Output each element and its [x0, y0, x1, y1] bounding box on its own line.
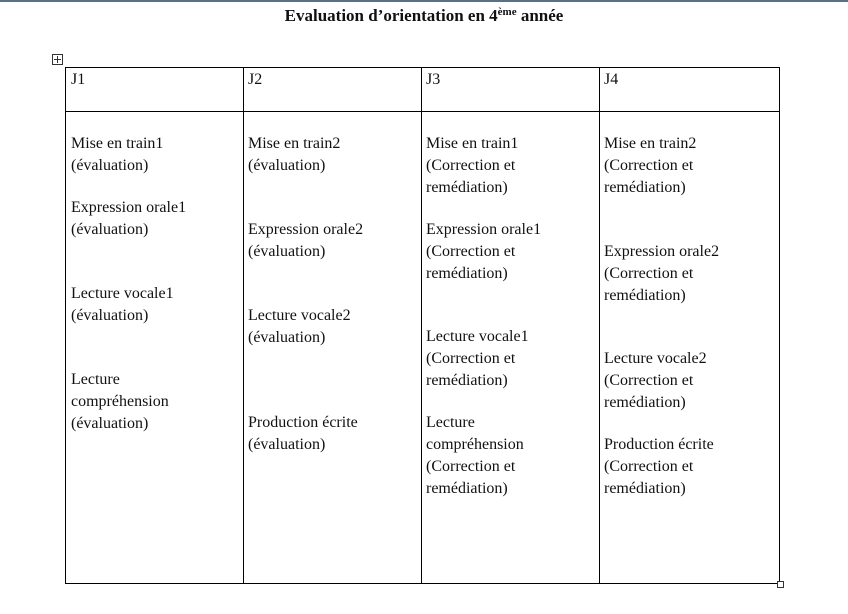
entry-line: compréhension: [426, 436, 524, 453]
entry-line: (Correction et: [426, 458, 516, 475]
header-cell-j4[interactable]: [599, 68, 780, 112]
activity-entry: [71, 283, 239, 327]
header-cell-j3[interactable]: [421, 68, 600, 112]
entry-line: Expression orale1: [426, 221, 542, 238]
entry-line: remédiation): [426, 179, 508, 196]
entry-line: Expression orale2: [248, 221, 364, 238]
header-label: J4: [604, 71, 619, 88]
entry-line: Expression orale1: [71, 199, 187, 216]
entry-line: Lecture vocale2: [604, 350, 707, 367]
entry-line: Production écrite: [248, 414, 358, 431]
header-cell-j1[interactable]: [66, 68, 244, 112]
activity-entry: [604, 133, 772, 199]
title-end-text: année: [516, 6, 564, 25]
activity-entry: [426, 219, 594, 285]
table-resize-handle[interactable]: [777, 581, 784, 588]
entry-line: (évaluation): [248, 329, 326, 346]
entry-line: Lecture vocale1: [71, 285, 174, 302]
entry-line: (évaluation): [71, 415, 149, 432]
entry-line: (Correction et: [604, 458, 694, 475]
activity-entry: [71, 197, 239, 241]
body-cell-j2[interactable]: [243, 111, 422, 584]
body-cell-j1[interactable]: [66, 111, 244, 584]
entry-line: (Correction et: [604, 157, 694, 174]
table-move-handle-icon[interactable]: [52, 54, 63, 65]
entry-line: (évaluation): [71, 221, 149, 238]
entry-line: (Correction et: [426, 157, 516, 174]
entry-line: Mise en train1: [71, 135, 164, 152]
activity-entry: [248, 305, 416, 349]
header-label: J2: [248, 71, 263, 88]
entry-line: Mise en train2: [604, 135, 697, 152]
entry-line: Mise en train2: [248, 135, 341, 152]
page-top-border: [0, 0, 848, 2]
activity-entry: [248, 412, 416, 456]
entry-line: (Correction et: [604, 372, 694, 389]
entry-line: remédiation): [604, 179, 686, 196]
activity-entry: [71, 369, 239, 435]
entry-line: Lecture vocale1: [426, 328, 529, 345]
entry-line: remédiation): [426, 265, 508, 282]
entry-line: Expression orale2: [604, 243, 720, 260]
entry-line: Production écrite: [604, 436, 714, 453]
entry-line: (évaluation): [248, 243, 326, 260]
body-cell-j4[interactable]: [599, 111, 780, 584]
entry-line: Mise en train1: [426, 135, 519, 152]
activity-entry: [604, 241, 772, 307]
entry-line: (évaluation): [71, 307, 149, 324]
header-cell-j2[interactable]: [243, 68, 422, 112]
entry-line: remédiation): [426, 372, 508, 389]
activity-entry: [71, 133, 239, 177]
activity-entry: [604, 434, 772, 500]
header-label: J1: [71, 71, 86, 88]
header-label: J3: [426, 71, 441, 88]
activity-entry: [604, 348, 772, 414]
entry-line: remédiation): [604, 480, 686, 497]
document-title: [0, 6, 848, 26]
title-superscript: ème: [497, 6, 517, 18]
activity-entry: [426, 133, 594, 199]
body-cell-j3[interactable]: [421, 111, 600, 584]
entry-line: compréhension: [71, 393, 169, 410]
title-main-text: Evaluation d’orientation en 4: [284, 6, 498, 25]
entry-line: (évaluation): [71, 157, 149, 174]
entry-line: remédiation): [604, 394, 686, 411]
activity-entry: [248, 219, 416, 263]
entry-line: (évaluation): [248, 436, 326, 453]
entry-line: (évaluation): [248, 157, 326, 174]
activity-entry: [426, 412, 594, 500]
entry-line: remédiation): [426, 480, 508, 497]
entry-line: Lecture: [426, 414, 475, 431]
entry-line: Lecture: [71, 371, 120, 388]
entry-line: (Correction et: [426, 350, 516, 367]
activity-entry: [426, 326, 594, 392]
entry-line: Lecture vocale2: [248, 307, 351, 324]
schedule-table: [65, 67, 780, 584]
entry-line: (Correction et: [604, 265, 694, 282]
entry-line: (Correction et: [426, 243, 516, 260]
entry-line: remédiation): [604, 287, 686, 304]
activity-entry: [248, 133, 416, 177]
